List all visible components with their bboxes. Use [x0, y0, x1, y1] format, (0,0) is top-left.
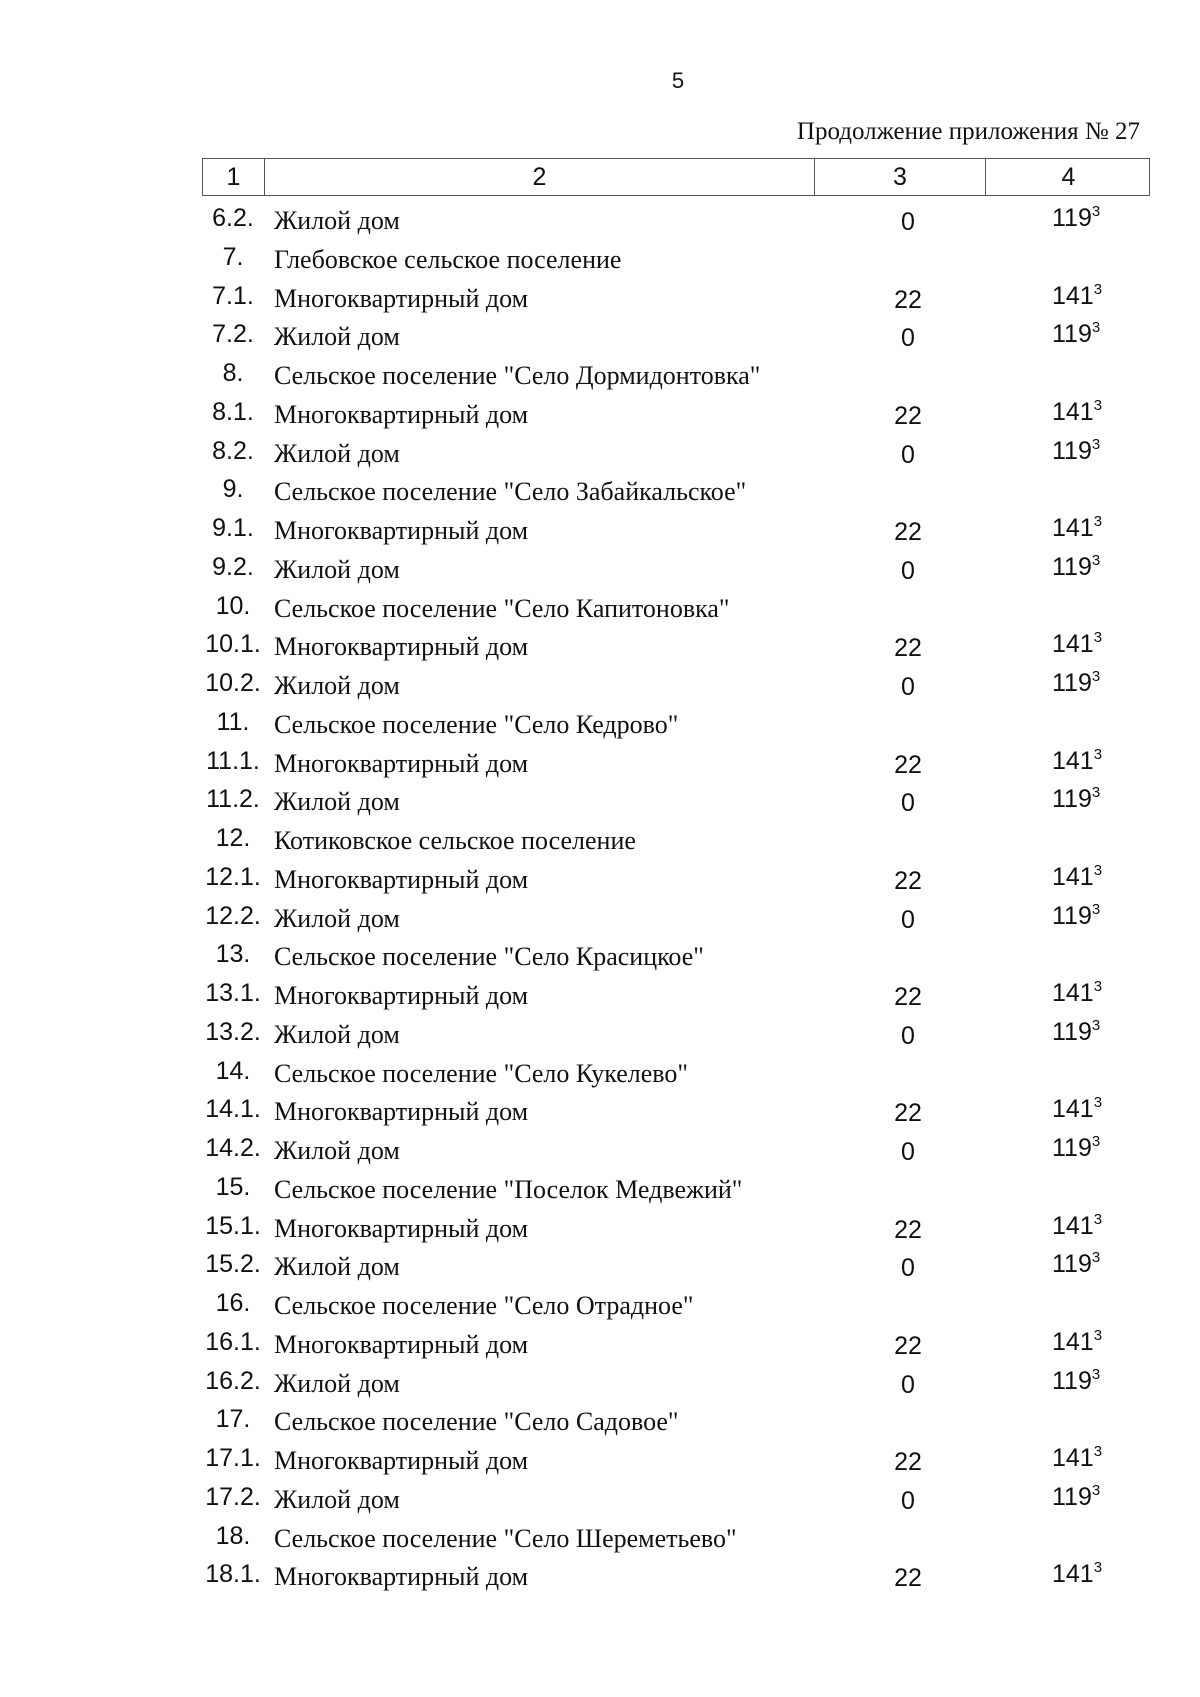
table-row [0, 1285, 1200, 1324]
row-name: Многоквартирный дом [274, 1446, 529, 1475]
row-value-col3: 22 [894, 1448, 922, 1476]
row-name: Жилой дом [274, 1484, 400, 1514]
row-name: Жилой дом [274, 671, 400, 700]
row-value-col4 [1052, 630, 1102, 659]
row-value-col4 [1052, 320, 1100, 349]
footnote-marker: 3 [1093, 745, 1103, 763]
row-number: 6.2. [212, 204, 254, 232]
row-value-col4-base: 141 [1052, 1444, 1094, 1472]
table-row [0, 471, 1200, 510]
header-col-3: 3 [815, 159, 986, 195]
row-value-col4-base: 119 [1052, 552, 1092, 581]
table-row [0, 1014, 1200, 1053]
row-name: Жилой дом [274, 554, 400, 584]
row-name: Жилой дом [274, 206, 400, 235]
row-number: 14.1. [205, 1095, 261, 1124]
row-name: Многоквартирный дом [274, 1213, 529, 1243]
row-name: Многоквартирный дом [274, 516, 529, 545]
footnote-marker: 3 [1091, 1365, 1101, 1383]
footnote-marker: 3 [1093, 1326, 1103, 1344]
row-number: 12.2. [205, 901, 261, 930]
row-number: 13.1. [205, 979, 261, 1007]
row-value-col4 [1052, 1367, 1100, 1396]
footnote-marker: 3 [1091, 784, 1101, 802]
row-name: Многоквартирный дом [274, 632, 529, 662]
row-name: Глебовское сельское поселение [274, 244, 622, 274]
row-value-col3: 0 [901, 905, 915, 934]
row-number: 7.2. [212, 320, 254, 349]
footnote-marker: 3 [1093, 861, 1103, 879]
row-value-col4-base: 141 [1052, 1560, 1094, 1589]
row-name: Жилой дом [274, 903, 400, 933]
row-number: 11.1. [206, 746, 260, 775]
row-value-col4 [1052, 1250, 1100, 1279]
row-value-col4-base: 141 [1052, 862, 1094, 891]
row-value-col4-base: 141 [1052, 1327, 1094, 1356]
table-row [0, 743, 1200, 782]
row-number: 17.1. [205, 1444, 261, 1472]
row-value-col4-base: 141 [1052, 1211, 1094, 1240]
row-value-col3: 0 [901, 673, 915, 701]
footnote-marker: 3 [1093, 978, 1103, 995]
row-value-col3: 22 [894, 1331, 922, 1360]
row-number: 15.1. [205, 1211, 261, 1240]
row-number: 11.2. [206, 785, 260, 814]
row-value-col3: 0 [901, 556, 915, 585]
row-value-col4-base: 141 [1052, 514, 1094, 542]
row-value-col4 [1052, 553, 1100, 582]
table-row [0, 1246, 1200, 1285]
table-row [0, 704, 1200, 743]
row-value-col3: 22 [894, 1564, 922, 1593]
footnote-marker: 3 [1091, 1016, 1101, 1034]
table-row [0, 665, 1200, 704]
footnote-marker: 3 [1091, 900, 1101, 918]
row-value-col4 [1052, 437, 1100, 466]
row-number: 12.1. [205, 862, 261, 891]
row-number: 12. [215, 824, 251, 852]
row-number: 10. [215, 591, 251, 620]
table-row [0, 1401, 1200, 1440]
row-value-col3: 0 [901, 1486, 915, 1515]
table-row [0, 626, 1200, 665]
row-value-col3: 22 [894, 866, 922, 895]
table-row [0, 433, 1200, 472]
row-value-col4 [1052, 669, 1100, 698]
row-number: 14. [215, 1056, 251, 1085]
row-value-col4 [1052, 1560, 1102, 1589]
row-number: 8.2. [212, 436, 254, 465]
table-row [0, 898, 1200, 937]
table-row [0, 1208, 1200, 1247]
row-number: 8. [222, 359, 244, 387]
row-name: Многоквартирный дом [274, 1562, 529, 1592]
row-value-col4 [1052, 747, 1102, 776]
row-value-col4-base: 119 [1052, 1250, 1092, 1279]
row-name: Многоквартирный дом [274, 1097, 529, 1127]
footnote-marker: 3 [1093, 1443, 1103, 1460]
table-row [0, 1091, 1200, 1130]
row-value-col3: 22 [894, 518, 922, 546]
row-value-col3: 22 [894, 401, 922, 430]
table-header [202, 158, 1150, 196]
row-name: Многоквартирный дом [274, 981, 529, 1010]
row-name: Сельское поселение "Поселок Медвежий" [274, 1174, 743, 1204]
row-name: Сельское поселение "Село Садовое" [274, 1407, 679, 1437]
row-name: Многоквартирный дом [274, 283, 529, 313]
footnote-marker: 3 [1091, 1133, 1101, 1150]
row-value-col3: 22 [894, 634, 922, 663]
row-number: 16.1. [205, 1327, 261, 1356]
row-value-col4 [1052, 204, 1100, 233]
table-row [0, 936, 1200, 975]
row-name: Сельское поселение "Село Красицкое" [274, 942, 704, 972]
row-value-col3: 0 [901, 1138, 915, 1166]
table-row [0, 1556, 1200, 1595]
row-name: Жилой дом [274, 1019, 400, 1049]
row-number: 11. [216, 707, 250, 736]
row-value-col4-base: 119 [1052, 785, 1092, 814]
row-name: Сельское поселение "Село Капитоновка" [274, 593, 730, 623]
row-number: 15.2. [205, 1250, 261, 1279]
row-value-col4-base: 119 [1052, 901, 1092, 930]
row-value-col4-base: 141 [1052, 746, 1094, 775]
row-value-col4 [1052, 282, 1102, 311]
row-number: 16.2. [205, 1366, 261, 1395]
row-value-col4-base: 119 [1052, 1482, 1092, 1511]
row-value-col4 [1052, 1483, 1100, 1512]
table-row [0, 1518, 1200, 1557]
table-row [0, 355, 1200, 394]
row-value-col4-base: 141 [1052, 397, 1094, 426]
table-row [0, 1440, 1200, 1479]
table-row [0, 1363, 1200, 1402]
table-row [0, 1324, 1200, 1363]
row-value-col4-base: 119 [1052, 1134, 1092, 1162]
row-value-col4-base: 141 [1052, 630, 1094, 659]
footnote-marker: 3 [1091, 551, 1101, 569]
footnote-marker: 3 [1091, 435, 1101, 453]
row-value-col4-base: 119 [1052, 436, 1092, 465]
row-value-col4 [1052, 1095, 1102, 1124]
appendix-continuation-label: Продолжение приложения № 27 [796, 118, 1140, 145]
table-row [0, 820, 1200, 859]
row-value-col4-base: 119 [1052, 669, 1092, 697]
row-value-col4-base: 119 [1052, 1366, 1092, 1395]
table-row [0, 1169, 1200, 1208]
row-name: Многоквартирный дом [274, 864, 529, 894]
table-row [0, 1130, 1200, 1169]
row-value-col4-base: 119 [1052, 204, 1092, 232]
row-number: 17.2. [205, 1482, 261, 1511]
row-value-col4 [1052, 1134, 1100, 1163]
table-row [0, 549, 1200, 588]
row-number: 10.1. [205, 630, 261, 659]
footnote-marker: 3 [1091, 668, 1101, 685]
row-value-col3: 0 [901, 208, 915, 236]
footnote-marker: 3 [1091, 1249, 1101, 1267]
row-value-col4 [1052, 1018, 1100, 1047]
table-row [0, 1053, 1200, 1092]
row-value-col3: 22 [894, 750, 922, 779]
table-row [0, 316, 1200, 355]
row-name: Сельское поселение "Село Кедрово" [274, 709, 679, 739]
row-name: Котиковское сельское поселение [274, 826, 636, 855]
row-value-col4-base: 141 [1052, 979, 1094, 1007]
row-value-col4 [1052, 785, 1100, 814]
footnote-marker: 3 [1093, 1210, 1103, 1228]
table-row [0, 588, 1200, 627]
footnote-marker: 3 [1093, 396, 1103, 414]
header-col-4: 4 [1061, 162, 1076, 191]
row-name: Жилой дом [274, 438, 400, 468]
row-value-col3: 22 [894, 1099, 922, 1128]
row-number: 9.1. [212, 514, 254, 542]
table-row [0, 781, 1200, 820]
row-name: Жилой дом [274, 1252, 400, 1282]
footnote-marker: 3 [1093, 513, 1103, 530]
row-value-col3: 0 [901, 1254, 915, 1283]
row-value-col4 [1052, 1212, 1102, 1241]
row-name: Сельское поселение "Село Дормидонтовка" [274, 361, 761, 390]
row-number: 7.1. [212, 281, 254, 310]
row-name: Многоквартирный дом [274, 1329, 529, 1359]
row-value-col3: 0 [901, 1021, 915, 1050]
row-number: 13. [215, 940, 251, 969]
row-value-col3: 0 [901, 440, 915, 469]
row-number: 10.2. [205, 669, 261, 697]
row-name: Жилой дом [274, 1136, 400, 1165]
page-number: 5 [671, 68, 685, 93]
footnote-marker: 3 [1091, 203, 1101, 220]
row-value-col4-base: 141 [1052, 1095, 1094, 1124]
row-number: 16. [215, 1289, 251, 1317]
row-name: Жилой дом [274, 322, 400, 352]
row-number: 8.1. [212, 397, 254, 426]
row-value-col3: 0 [901, 1370, 915, 1399]
row-number: 13.2. [205, 1017, 261, 1046]
footnote-marker: 3 [1093, 629, 1103, 647]
footnote-marker: 3 [1093, 1559, 1103, 1577]
header-col-1: 1 [203, 159, 265, 195]
row-value-col3: 22 [894, 285, 922, 314]
row-value-col3: 0 [901, 789, 915, 818]
row-value-col4 [1052, 1328, 1102, 1357]
footnote-marker: 3 [1091, 319, 1101, 337]
table-body [0, 200, 1200, 1595]
row-value-col4-base: 119 [1052, 1017, 1092, 1046]
table-row [0, 278, 1200, 317]
row-value-col3: 0 [901, 324, 915, 353]
footnote-marker: 3 [1091, 1481, 1101, 1499]
row-name: Многоквартирный дом [274, 399, 529, 429]
table-row [0, 200, 1200, 239]
row-number: 14.2. [205, 1134, 261, 1162]
row-value-col4-base: 141 [1052, 281, 1094, 310]
footnote-marker: 3 [1093, 1094, 1103, 1112]
row-number: 7. [222, 242, 244, 271]
row-name: Жилой дом [274, 1368, 400, 1398]
table-row [0, 239, 1200, 278]
row-value-col4 [1052, 863, 1102, 892]
row-number: 9.2. [212, 552, 254, 581]
row-value-col4-base: 119 [1052, 320, 1092, 349]
row-value-col4 [1052, 1444, 1102, 1473]
header-col-2: 2 [265, 159, 815, 195]
table-row [0, 859, 1200, 898]
row-name: Многоквартирный дом [274, 748, 529, 778]
row-value-col3: 22 [894, 1215, 922, 1244]
row-number: 17. [215, 1405, 251, 1434]
row-number: 9. [222, 475, 244, 504]
row-value-col4 [1052, 979, 1102, 1008]
row-value-col4 [1052, 902, 1100, 931]
table-row [0, 394, 1200, 433]
row-name: Сельское поселение "Село Забайкальское" [274, 477, 747, 507]
row-value-col4 [1052, 398, 1102, 427]
row-number: 18. [215, 1521, 251, 1550]
footnote-marker: 3 [1093, 280, 1103, 298]
table-row [0, 1479, 1200, 1518]
table-row [0, 510, 1200, 549]
row-name: Сельское поселение "Село Кукелево" [274, 1058, 689, 1088]
row-name: Сельское поселение "Село Отрадное" [274, 1291, 694, 1320]
row-name: Жилой дом [274, 787, 400, 817]
row-name: Сельское поселение "Село Шереметьево" [274, 1523, 737, 1553]
table-row [0, 975, 1200, 1014]
row-number: 15. [215, 1172, 251, 1201]
row-number: 18.1. [205, 1560, 261, 1589]
row-value-col4 [1052, 514, 1102, 543]
row-value-col3: 22 [894, 983, 922, 1011]
